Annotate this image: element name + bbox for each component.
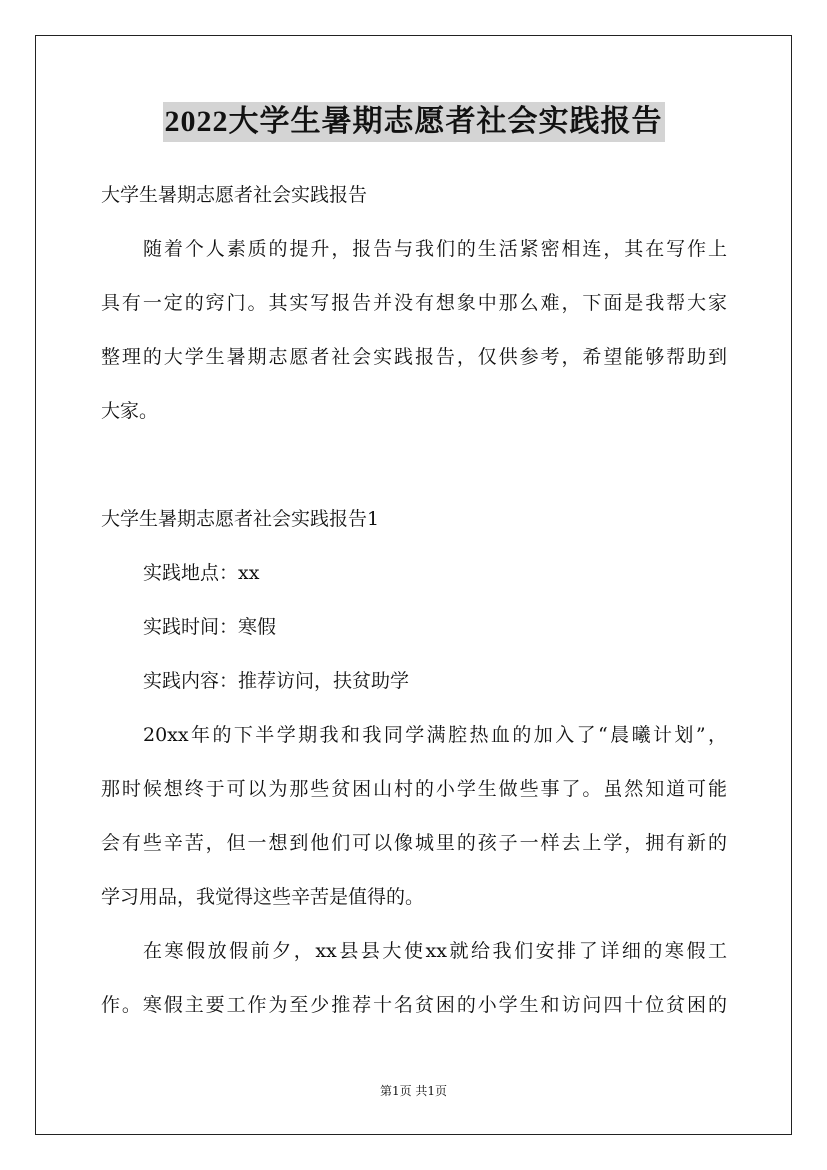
- practice-time: 实践时间：寒假: [143, 616, 277, 638]
- practice-place: 实践地点：xx: [143, 562, 260, 584]
- section-heading: 大学生暑期志愿者社会实践报告1: [101, 508, 380, 530]
- intro-line: 随着个人素质的提升，报告与我们的生活紧密相连，其在写作上: [143, 238, 727, 260]
- paragraph-line: 作。寒假主要工作为至少推荐十名贫困的小学生和访问四十位贫困的: [101, 994, 727, 1016]
- section-heading: 大学生暑期志愿者社会实践报告: [101, 184, 368, 206]
- paragraph-line: 在寒假放假前夕，xx县县大使xx就给我们安排了详细的寒假工: [143, 940, 727, 962]
- intro-line: 大家。: [101, 400, 159, 422]
- page-footer: 第1页 共1页: [379, 1084, 448, 1098]
- intro-line: 具有一定的窍门。其实写报告并没有想象中那么难，下面是我帮大家: [101, 292, 727, 314]
- spacer: [101, 438, 727, 492]
- document-title: 2022大学生暑期志愿者社会实践报告: [163, 102, 665, 142]
- document-body: [101, 168, 727, 1032]
- paragraph-line: 20xx年的下半学期我和我同学满腔热血的加入了“晨曦计划”，: [143, 724, 727, 746]
- paragraph-line: 学习用品，我觉得这些辛苦是值得的。: [101, 886, 425, 908]
- paragraph-line: 会有些辛苦，但一想到他们可以像城里的孩子一样去上学，拥有新的: [101, 832, 727, 854]
- practice-content: 实践内容：推荐访问，扶贫助学: [143, 670, 410, 692]
- intro-line: 整理的大学生暑期志愿者社会实践报告，仅供参考，希望能够帮助到: [101, 346, 727, 368]
- paragraph-line: 那时候想终于可以为那些贫困山村的小学生做些事了。虽然知道可能: [101, 778, 727, 800]
- title-container: [0, 102, 827, 142]
